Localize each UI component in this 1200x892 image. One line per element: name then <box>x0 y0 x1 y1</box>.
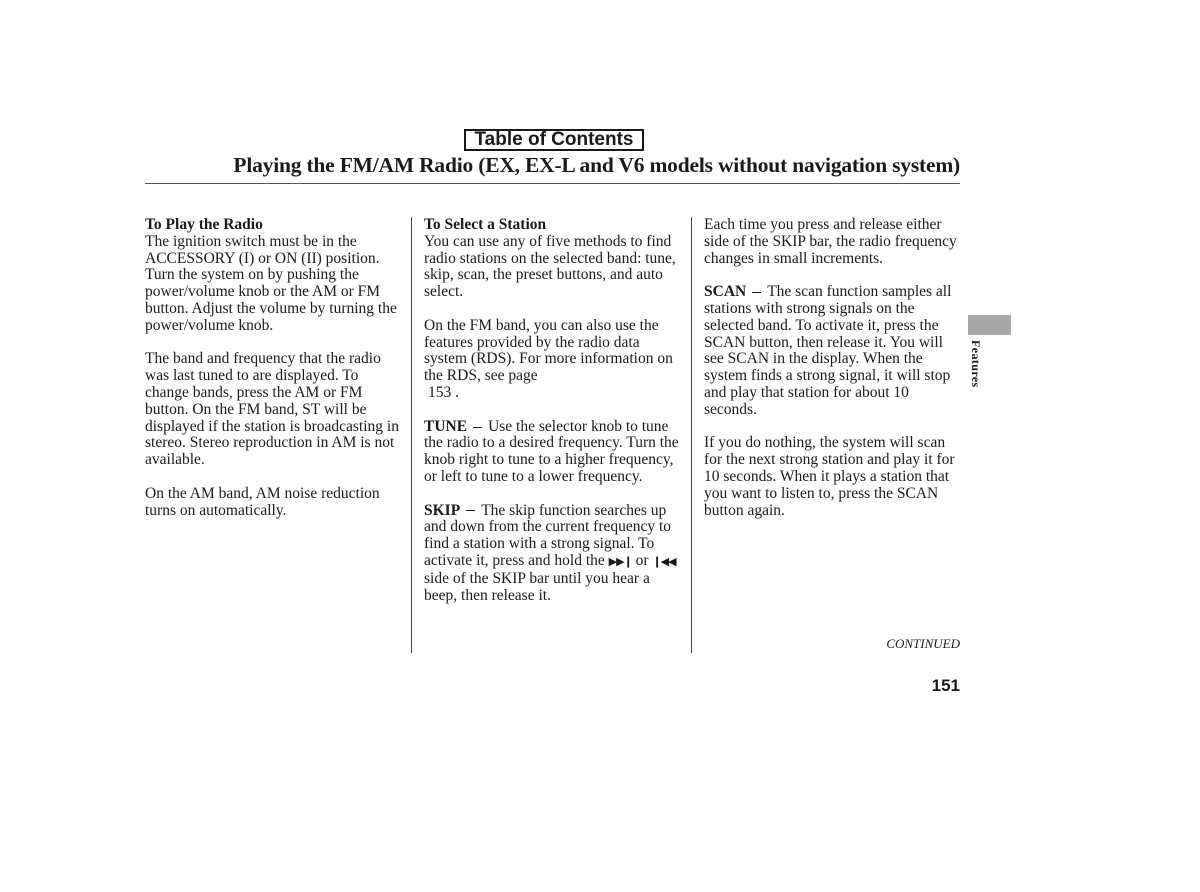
column-scan <box>704 217 962 536</box>
skip-description-b: side of the SKIP bar until you hear a beep, then release it. <box>424 569 650 604</box>
table-of-contents-button[interactable]: Table of Contents <box>464 129 644 151</box>
page-number: 151 <box>931 676 960 695</box>
skip-description-a: The skip function searches up and down from the current frequency to find a station with a strong signal. To activate it, press and hold the <box>424 501 672 569</box>
paragraph-rds <box>424 318 686 402</box>
column-select-station <box>424 217 686 621</box>
dash <box>752 292 761 293</box>
skip-forward-icon: ▶▶❙ <box>608 554 632 568</box>
skip-back-icon: ❙◀◀ <box>652 554 676 568</box>
scan-description: The scan function samples all stations with strong signals on the selected band. To activate it, press the SCAN button, then release it. You will see SCAN in the display. When the system finds a strong signal, it will stop and play that station for about 10 seconds. <box>704 283 952 418</box>
section-heading-play-radio: To Play the Radio <box>145 216 263 233</box>
paragraph: The ignition switch must be in the ACCESSORY (I) or ON (II) position. Turn the system on by pushing the power/volume knob or the AM or FM button. Adjust the volume by turning the power/volume knob. <box>145 232 397 334</box>
term-scan: SCAN <box>704 283 747 301</box>
title-divider <box>145 183 960 184</box>
paragraph: The band and frequency that the radio was last tuned to are displayed. To change bands, press the AM or FM button. On the FM band, ST will be displayed if the station is broadcasting in stereo. Stereo reproduction in AM is not available. <box>145 350 399 469</box>
paragraph: If you do nothing, the system will scan for the next strong station and play it for 10 seconds. When it plays a station that you want to listen to, press the SCAN button again. <box>704 434 955 519</box>
paragraph: On the AM band, AM noise reduction turns on automatically. <box>145 484 380 519</box>
paragraph-tune <box>424 419 686 486</box>
dash <box>466 510 475 511</box>
paragraph: You can use any of five methods to find radio stations on the selected band: tune, skip, scan, the preset buttons, and auto select. <box>424 232 676 301</box>
column-play-radio <box>145 217 405 536</box>
term-tune: TUNE <box>424 417 468 435</box>
paragraph-scan <box>704 284 962 418</box>
section-tab-marker <box>968 315 1011 335</box>
dash <box>473 427 482 428</box>
continued-label: CONTINUED <box>886 636 960 651</box>
paragraph-skip <box>424 503 686 605</box>
rds-text-end: . <box>455 383 459 401</box>
section-tab-label: Features <box>969 340 983 388</box>
column-divider <box>411 217 412 653</box>
column-divider <box>691 217 692 653</box>
tune-description: Use the selector knob to tune the radio to a desired frequency. Turn the knob right to tune to a higher frequency, or left to tune to a lower frequency. <box>424 417 679 485</box>
page-reference-link[interactable]: 153 <box>428 383 452 401</box>
page-title: Playing the FM/AM Radio (EX, EX-L and V6 models without navigation system) <box>233 153 960 177</box>
term-skip: SKIP <box>424 501 461 519</box>
rds-text: On the FM band, you can also use the features provided by the radio data system (RDS). For more information on the RDS, see page <box>424 316 673 385</box>
paragraph: Each time you press and release either side of the SKIP bar, the radio frequency changes in small increments. <box>704 216 957 267</box>
section-heading-select-station: To Select a Station <box>424 216 547 233</box>
skip-or-text: or <box>635 551 649 569</box>
